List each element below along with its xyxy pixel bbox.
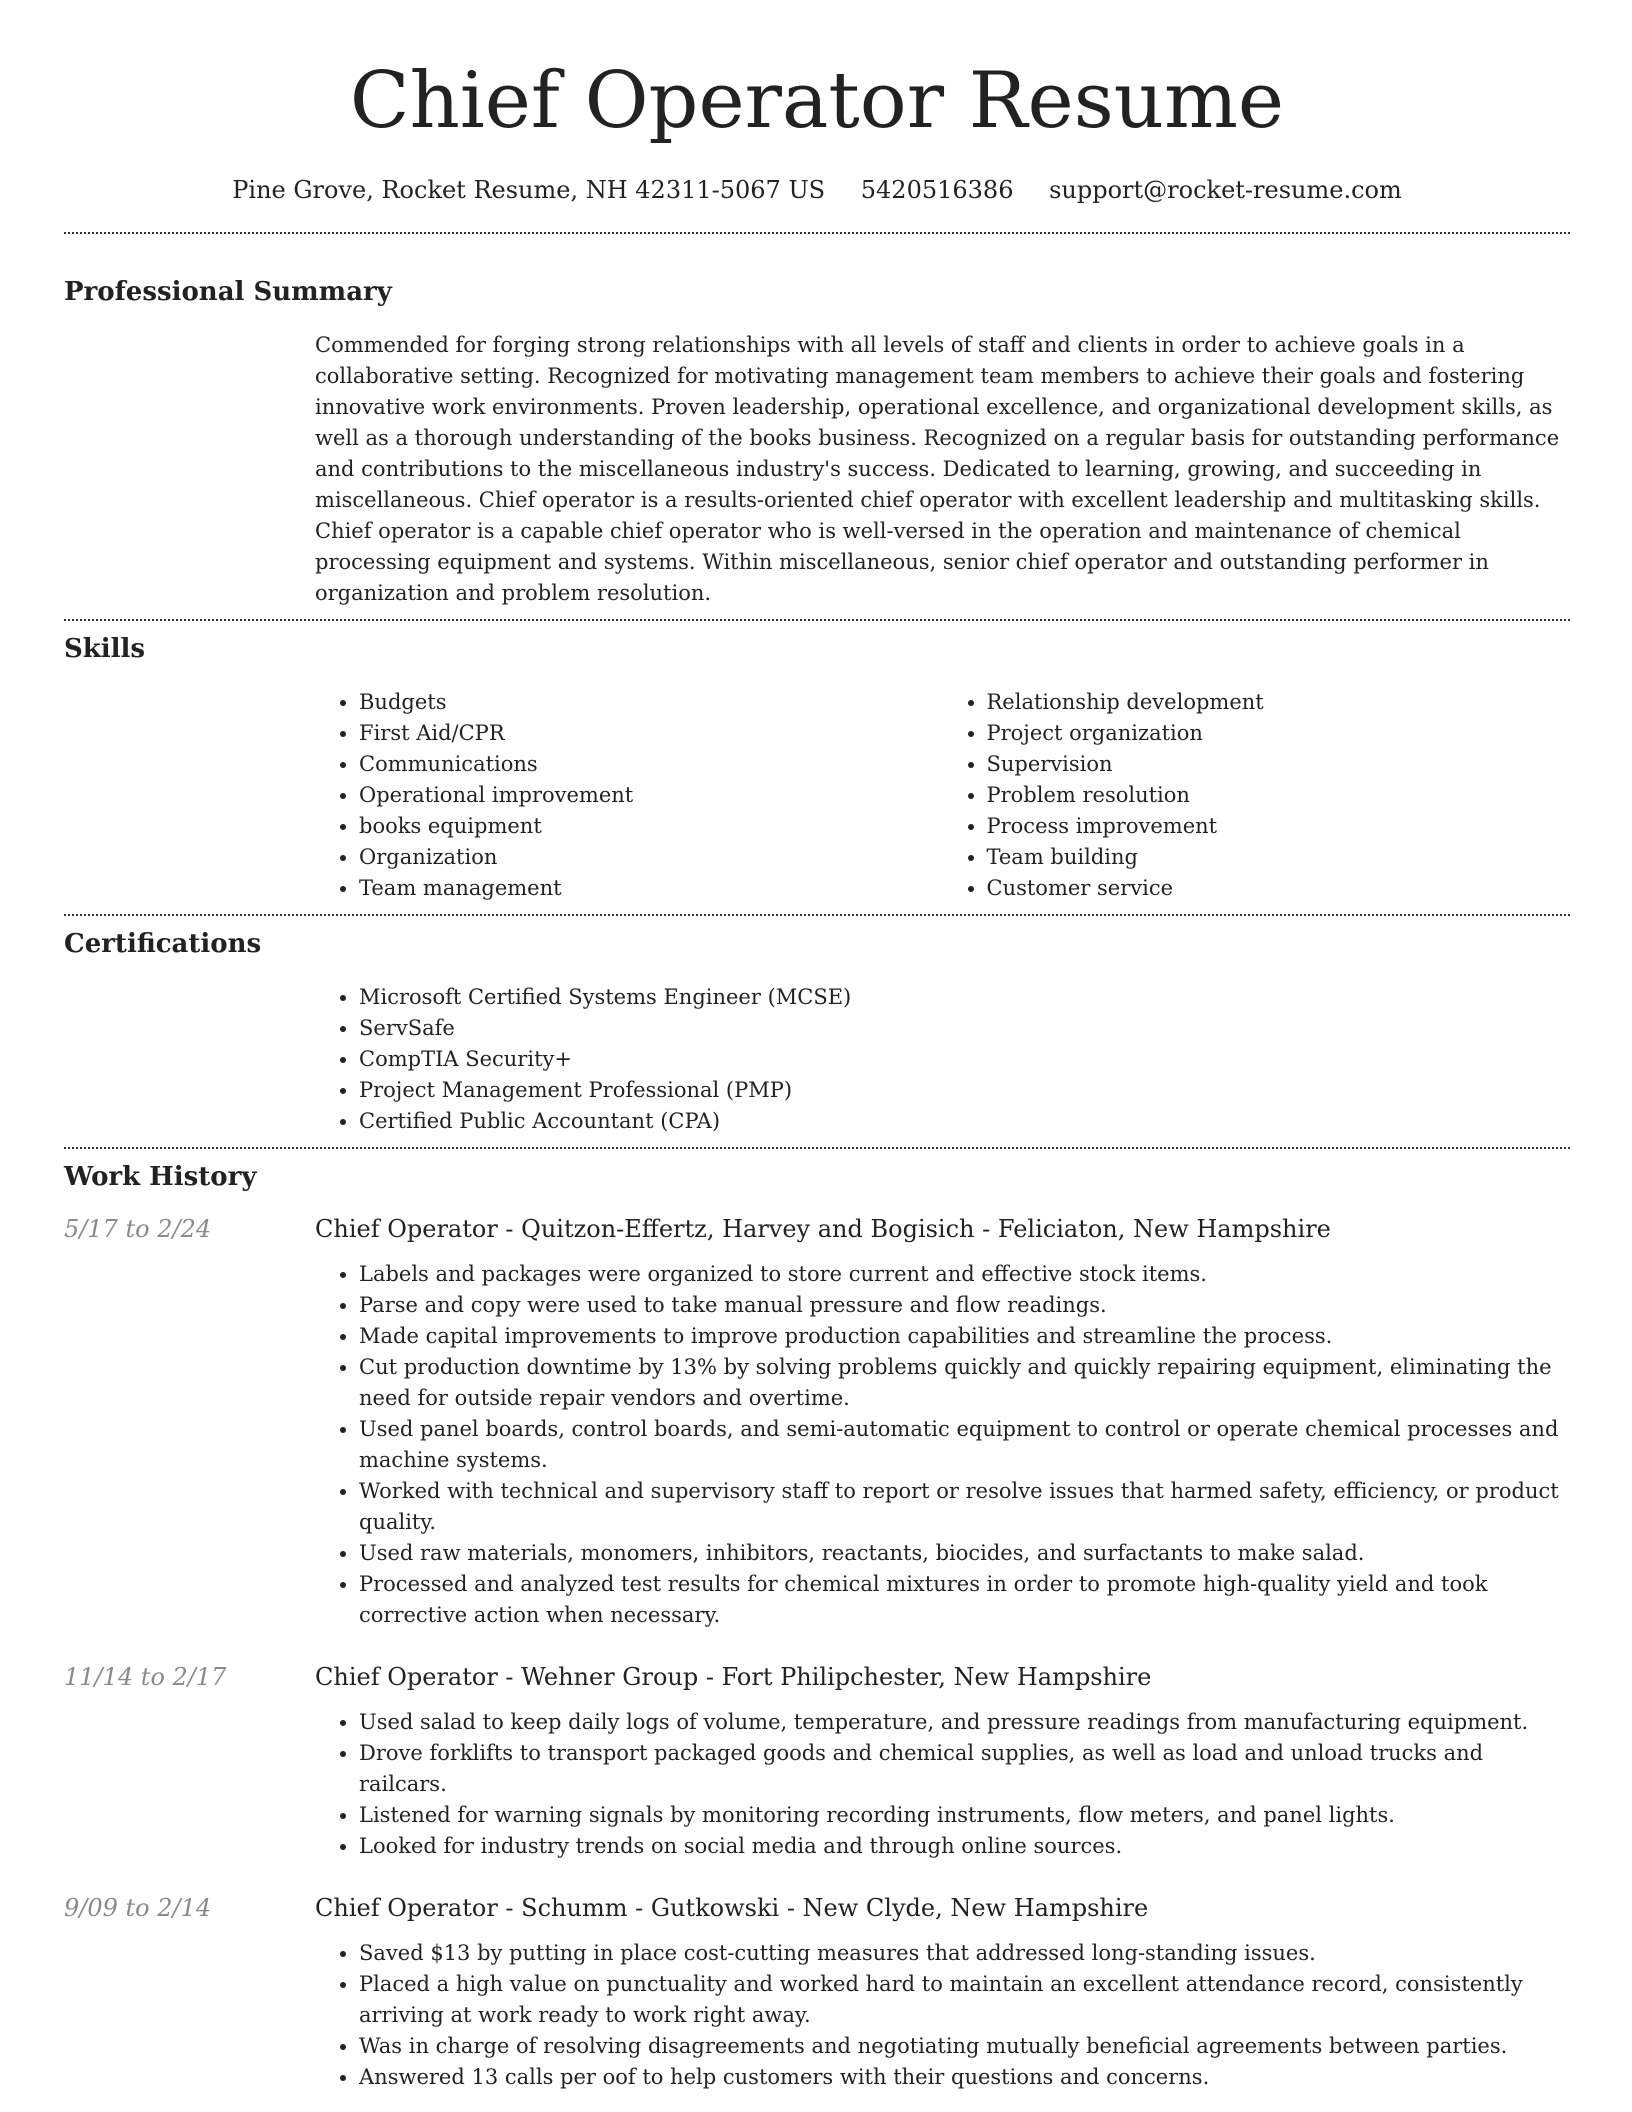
skill-item: • Problem resolution: [987, 780, 1571, 811]
certifications-section: [64, 926, 1570, 1137]
job-dates: 9/09 to 2/14: [64, 1894, 212, 1922]
job-bullet: • Labels and packages were organized to store current and effective stock items.: [359, 1259, 1570, 1290]
divider: [64, 232, 1570, 234]
work-heading: Work History: [64, 1162, 257, 1192]
divider: [64, 1147, 1570, 1149]
certifications-list: [315, 982, 1570, 1137]
resume-page: [64, 0, 1570, 2093]
email: support@rocket-resume.com: [1049, 176, 1402, 204]
skill-item: • books equipment: [359, 811, 943, 842]
job-bullet: • Drove forklifts to transport packaged goods and chemical supplies, as well as load and unload trucks and railcars.: [359, 1738, 1570, 1800]
skills-columns: [315, 687, 1570, 904]
job-title: Chief Operator - Quitzon-Effertz, Harvey and Bogisich - Feliciaton, New Hampshire: [315, 1215, 1331, 1243]
job-entry: [64, 1211, 1570, 1631]
job-bullet: • Placed a high value on punctuality and worked hard to maintain an excellent attendance record, consistently arriving at work ready to work right away.: [359, 1969, 1570, 2031]
skill-item: • Operational improvement: [359, 780, 943, 811]
certifications-heading: Certifications: [64, 929, 262, 959]
job-entry: [64, 1659, 1570, 1862]
job-bullet: • Used salad to keep daily logs of volume, temperature, and pressure readings from manufacturing equipment.: [359, 1707, 1570, 1738]
skill-item: • Communications: [359, 749, 943, 780]
job-title: Chief Operator - Schumm - Gutkowski - New Clyde, New Hampshire: [315, 1894, 1149, 1922]
job-bullet: • Processed and analyzed test results for chemical mixtures in order to promote high-quality yield and took corrective action when necessary.: [359, 1569, 1570, 1631]
summary-text: Commended for forging strong relationships with all levels of staff and clients in order to achieve goals in a collaborative setting. Recognized for motivating management team members to achieve their goals and fostering innovative work environments. Proven leadership, operational excellence, and organizational development skills, as well as a thorough understanding of the books business. Recognized on a regular basis for outstanding performance and contributions to the miscellaneous industry's success. Dedicated to learning, growing, and succeeding in miscellaneous. Chief operator is a results-oriented chief operator with excellent leadership and multitasking skills. Chief operator is a capable chief operator who is well-versed in the operation and maintenance of chemical processing equipment and systems. Within miscellaneous, senior chief operator and outstanding performer in organization and problem resolution.: [315, 333, 1560, 605]
summary-heading: Professional Summary: [64, 277, 392, 307]
job-bullet: • Was in charge of resolving disagreements and negotiating mutually beneficial agreements between parties.: [359, 2031, 1570, 2062]
address: Pine Grove, Rocket Resume, NH 42311-5067 US: [232, 176, 826, 204]
skill-item: • Team building: [987, 842, 1571, 873]
job-bullet: • Cut production downtime by 13% by solving problems quickly and quickly repairing equipment, eliminating the need for outside repair vendors and overtime.: [359, 1352, 1570, 1414]
divider: [64, 914, 1570, 916]
job-title: Chief Operator - Wehner Group - Fort Philipchester, New Hampshire: [315, 1663, 1152, 1691]
certification-item: • Certified Public Accountant (CPA): [359, 1106, 1570, 1137]
skill-item: • Budgets: [359, 687, 943, 718]
skill-item: • Organization: [359, 842, 943, 873]
jobs-container: [64, 1211, 1570, 2093]
page-title: Chief Operator Resume: [349, 56, 1285, 146]
job-bullets: [315, 1259, 1570, 1631]
skill-item: • First Aid/CPR: [359, 718, 943, 749]
skill-item: • Team management: [359, 873, 943, 904]
job-bullet: • Listened for warning signals by monitoring recording instruments, flow meters, and panel lights.: [359, 1800, 1570, 1831]
skill-item: • Customer service: [987, 873, 1571, 904]
contact-line: [64, 172, 1570, 208]
skill-item: • Process improvement: [987, 811, 1571, 842]
job-bullet: • Parse and copy were used to take manual pressure and flow readings.: [359, 1290, 1570, 1321]
job-entry: [64, 1890, 1570, 2093]
summary-section: [64, 274, 1570, 609]
job-bullet: • Looked for industry trends on social media and through online sources.: [359, 1831, 1570, 1862]
job-bullet: • Used panel boards, control boards, and semi-automatic equipment to control or operate chemical processes and machine systems.: [359, 1414, 1570, 1476]
job-bullet: • Used raw materials, monomers, inhibitors, reactants, biocides, and surfactants to make salad.: [359, 1538, 1570, 1569]
divider: [64, 619, 1570, 621]
certification-item: • ServSafe: [359, 1013, 1570, 1044]
job-dates: 5/17 to 2/24: [64, 1215, 212, 1243]
certification-item: • Project Management Professional (PMP): [359, 1075, 1570, 1106]
job-bullet: • Worked with technical and supervisory staff to report or resolve issues that harmed safety, efficiency, or product quality.: [359, 1476, 1570, 1538]
skill-item: • Supervision: [987, 749, 1571, 780]
skill-item: • Relationship development: [987, 687, 1571, 718]
job-bullets: [315, 1938, 1570, 2093]
work-section: [64, 1159, 1570, 2093]
certification-item: • Microsoft Certified Systems Engineer (MCSE): [359, 982, 1570, 1013]
skills-heading: Skills: [64, 634, 146, 664]
skills-list-right: [943, 687, 1571, 904]
job-bullets: [315, 1707, 1570, 1862]
skill-item: • Project organization: [987, 718, 1571, 749]
job-bullet: • Saved $13 by putting in place cost-cutting measures that addressed long-standing issues.: [359, 1938, 1570, 1969]
skills-list-left: [315, 687, 943, 904]
job-bullet: • Made capital improvements to improve production capabilities and streamline the process.: [359, 1321, 1570, 1352]
job-dates: 11/14 to 2/17: [64, 1663, 227, 1691]
job-bullet: • Answered 13 calls per oof to help customers with their questions and concerns.: [359, 2062, 1570, 2093]
certification-item: • CompTIA Security+: [359, 1044, 1570, 1075]
phone: 5420516386: [860, 176, 1014, 204]
skills-section: [64, 631, 1570, 904]
certifications-body: [315, 982, 1570, 1137]
